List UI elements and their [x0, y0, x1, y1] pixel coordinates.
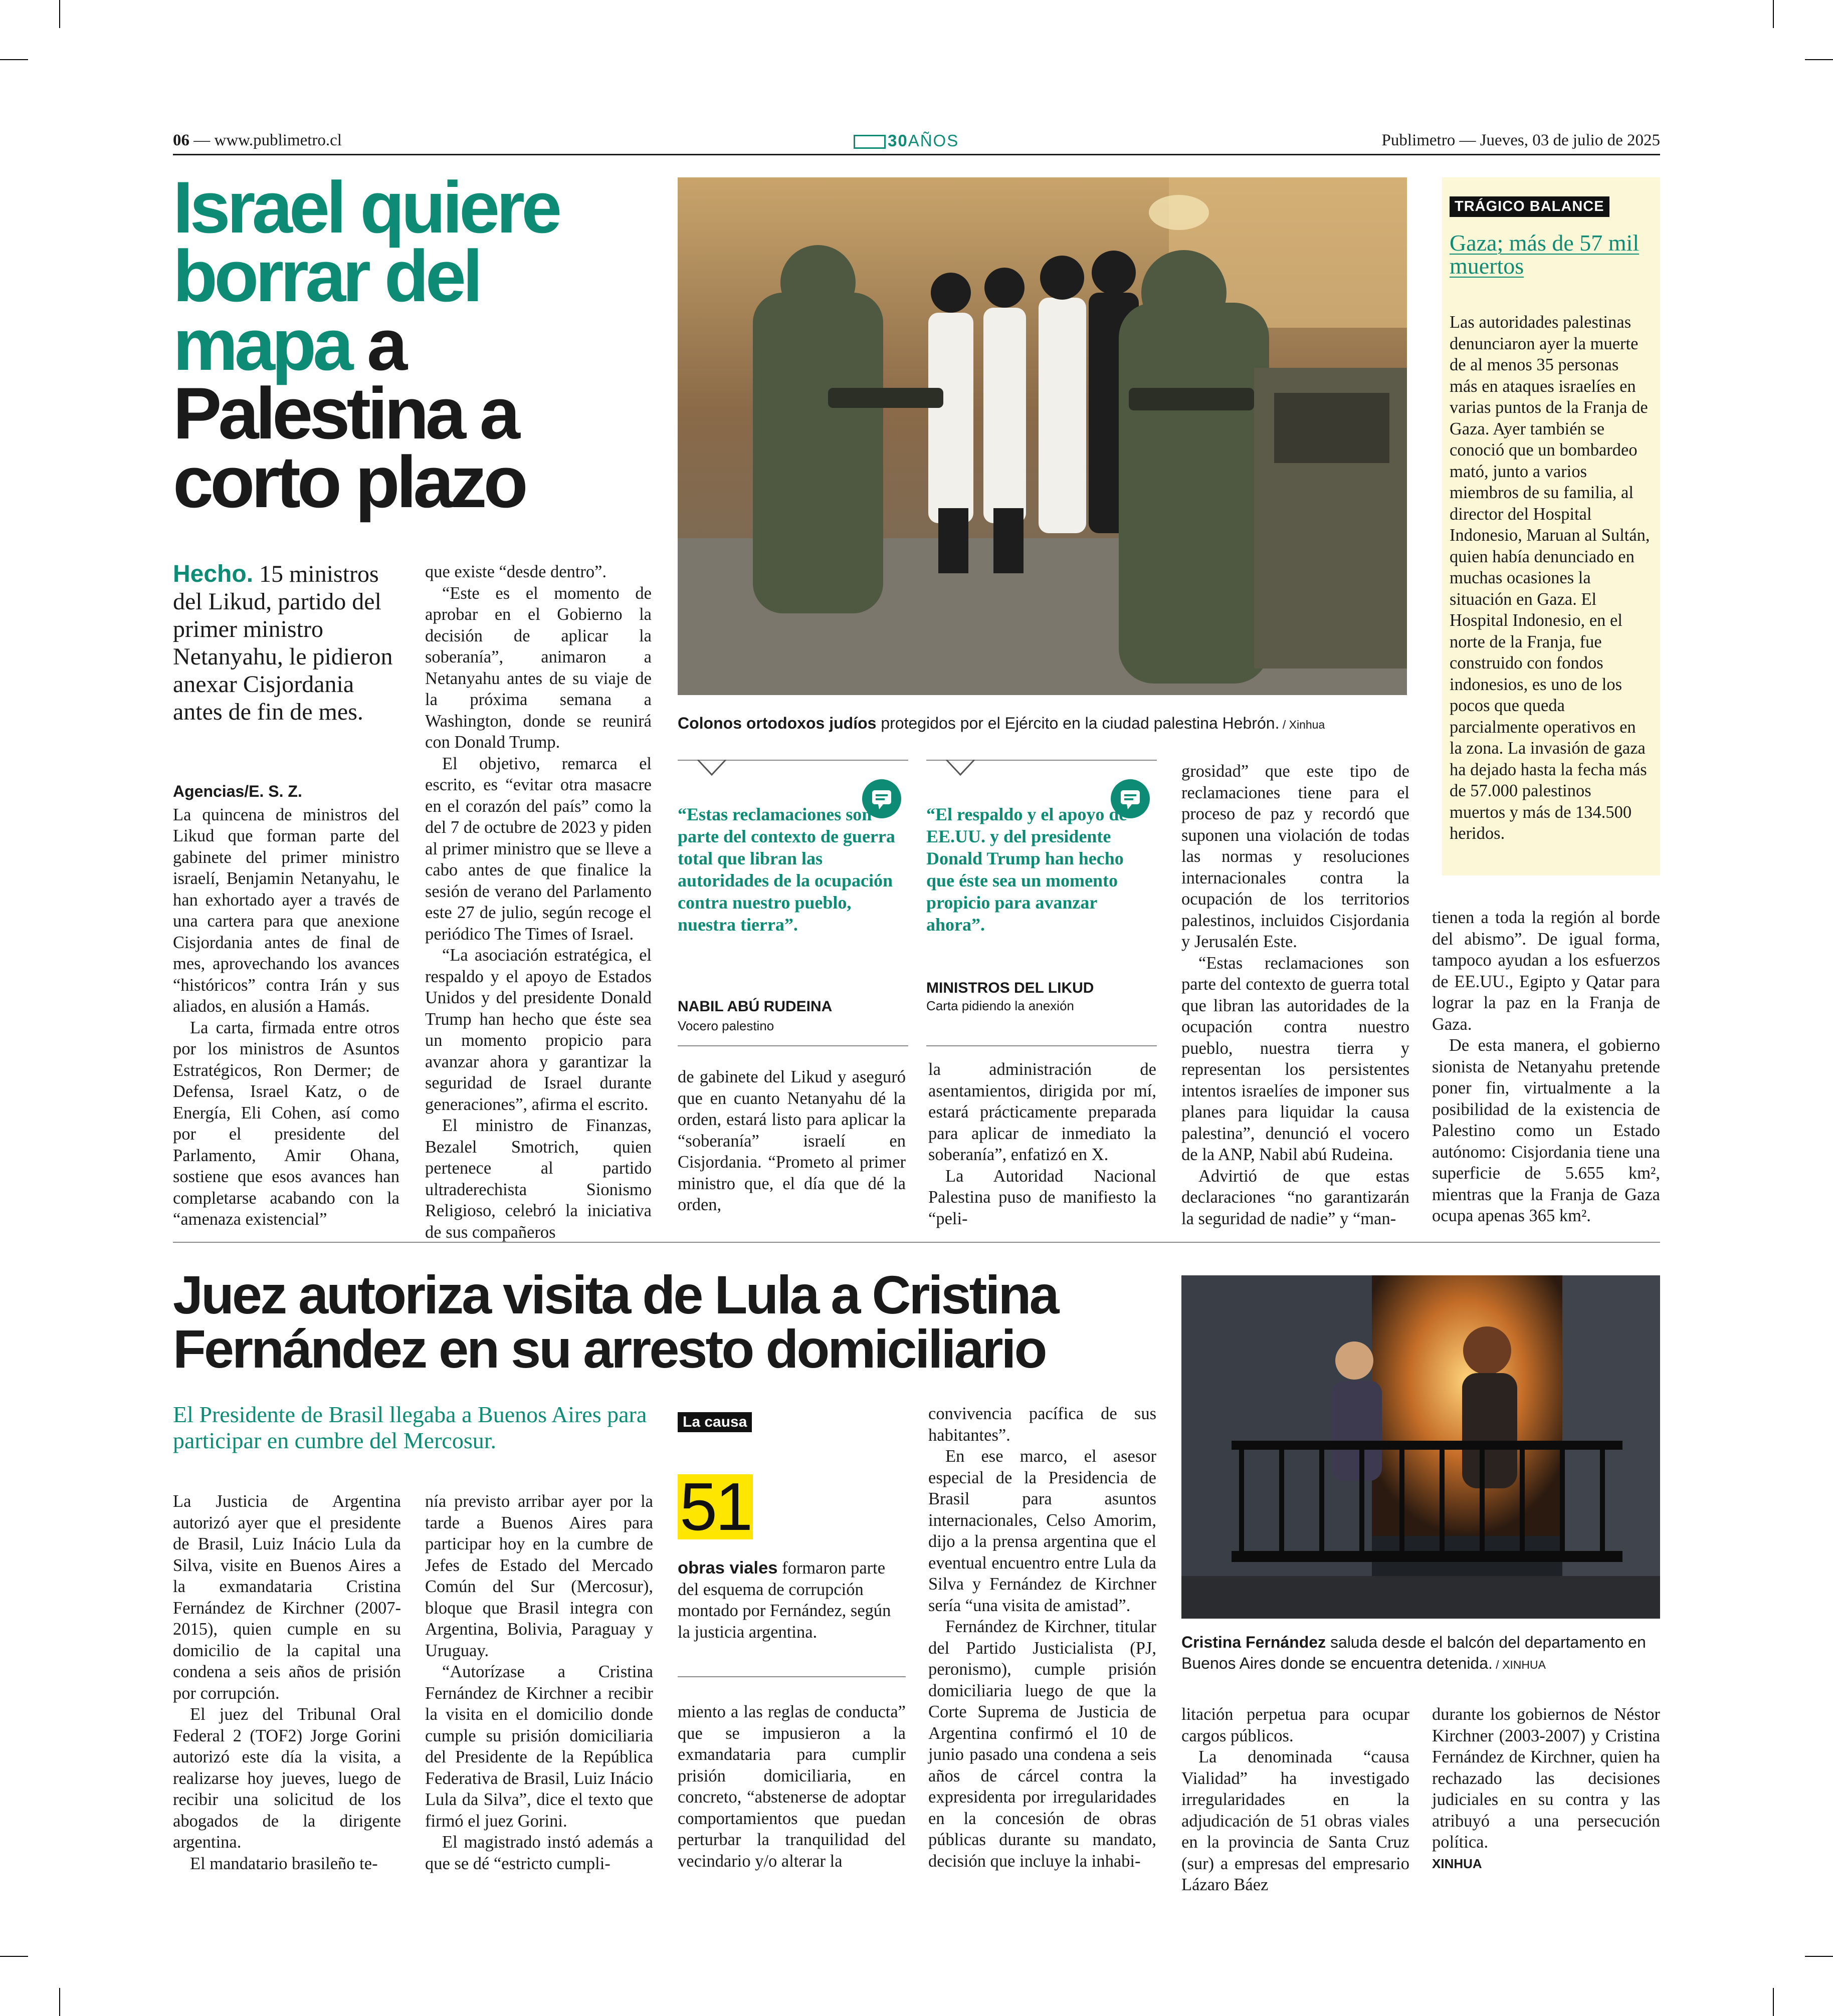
headline-line: Juez autoriza visita de Lula a Cristina	[173, 1264, 1058, 1325]
fact-box-text	[678, 1557, 906, 1643]
paragraph: “Autorízase a Cristina Fernández de Kirchner a recibir la visita en el domicilio donde cumple su prisión domiciliaria del Presidente de la República Federativa de Brasil, Luiz Inácio Lula da Silva”, dice el texto que firmó el juez Gorini.	[425, 1662, 653, 1831]
fact-box-rule	[678, 1676, 906, 1677]
paragraph: El objetivo, remarca el escrito, es “evitar otra masacre en el corazón del país” como la del 7 de octubre de 2023 y piden al primer ministro que se lleve a cabo antes de que finalice la sesión de verano del Parlamento este 27 de julio, según recoge el periódico The Times of Israel.	[425, 754, 652, 944]
crop-mark	[1805, 59, 1833, 60]
crop-mark	[59, 0, 60, 28]
quote-notch	[697, 760, 727, 777]
photo-credit: / Xinhua	[1279, 718, 1325, 731]
paragraph: litación perpetua para ocupar cargos públicos.	[1181, 1705, 1409, 1745]
article1-column-2	[425, 561, 652, 1243]
page-header-left	[173, 131, 342, 150]
fact-box-label: La causa	[678, 1412, 752, 1432]
article1-column-4	[928, 1059, 1156, 1229]
anniversary-word: AÑOS	[908, 131, 959, 150]
crop-mark	[1773, 0, 1774, 28]
photo2-caption	[1181, 1632, 1660, 1675]
sidebar-kicker: TRÁGICO BALANCE	[1450, 196, 1609, 217]
quote-1-text: “Estas reclamaciones son parte del contexto de guerra total que libran las autoridades de la ocupación contra nuestro pueblo, nuestra tierra”.	[678, 804, 895, 935]
site-url: — www.publimetro.cl	[193, 131, 342, 149]
quote-2-text: “El respaldo y el apoyo de EE.UU. y del presidente Donald Trump han hecho que éste sea un momento propicio para avanzar ahora”.	[926, 804, 1127, 935]
fact-text: formaron parte del esquema de corrupción montado por Fernández, según la justicia argentina.	[678, 1558, 891, 1642]
paragraph: Las autoridades palestinas denunciaron ayer la muerte de al menos 35 personas más en ataques israelíes en varias puntos de la Franja de Gaza. Ayer también se conoció que un bombardeo mató, junto a varios miembros de su familia, al director del Hospital Indonesio, Maruan al Sultán, quien había denunciado en muchas ocasiones la situación en Gaza. El Hospital Indonesio, en el norte de la Franja, fue construido con fondos indonesios, es uno de los pocos que queda parcialmente operativos en la zona. La invasión de gaza ha dejado hasta la fecha más de 57.000 palestinos muertos y más de 134.500 heridos.	[1450, 313, 1650, 843]
header-rule	[173, 154, 1660, 155]
paragraph: La quincena de ministros del Likud que forman parte del gabinete del primer ministro israelí, Benjamin Netanyahu, le han exhortado ayer a través de una cartera para que anexione Cisjordania antes de final de mes, aprovechando los avances “históricos” contra Irán y sus aliados, en alusión a Hamás.	[173, 805, 399, 1016]
article1-column-3	[678, 1066, 906, 1216]
page-number: 06	[173, 131, 189, 149]
byline: Agencias/E. S. Z.	[173, 782, 302, 800]
paragraph: grosidad” que este tipo de reclamaciones tiene para el proceso de paz y recordó que suponen una violación de todas las normas y resoluciones internacionales contra la ocupación de los territorios palestinos, incluidos Cisjordania y Jerusalén Este.	[1181, 762, 1409, 951]
photo1-caption	[678, 714, 1407, 733]
section-divider	[173, 1242, 1660, 1243]
article2-column-4	[928, 1403, 1156, 1872]
article2-column-6	[1432, 1704, 1660, 1874]
sidebar-body	[1450, 312, 1650, 844]
paragraph: nía previsto arribar ayer por la tarde a Buenos Aires para participar hoy en la cumbre de Jefes de Estado del Mercado Común del Sur (Mercosur), bloque que Brasil integra con Argentina, Bolivia, Paraguay y Uruguay.	[425, 1492, 653, 1660]
article2-column-5	[1181, 1704, 1409, 1896]
headline-line: mapa	[173, 304, 350, 385]
quote-notch	[945, 760, 975, 777]
paragraph: El mandatario brasileño te-	[190, 1854, 378, 1873]
caption-text: saluda desde el balcón del departamento en Buenos Aires donde se encuentra detenida.	[1181, 1633, 1646, 1672]
fact-bold: obras viales	[678, 1558, 778, 1578]
lead-text: 15 ministros del Likud, partido del primer ministro Netanyahu, le pidieron anexar Cisjordania antes de fin de mes.	[173, 561, 393, 725]
device-icons	[854, 135, 886, 149]
balcony-photo-illustration	[1181, 1275, 1660, 1619]
paragraph: El ministro de Finanzas, Bezalel Smotrich, quien pertenece al partido ultraderechista Sionismo Religioso, celebró la iniciativa de sus compañeros	[425, 1116, 652, 1242]
quote-2-name: MINISTROS DEL LIKUD	[926, 980, 1094, 996]
article2-credit: XINHUA	[1432, 1856, 1482, 1871]
anniversary-number: 30	[888, 131, 908, 150]
paragraph: “La asociación estratégica, el respaldo y el apoyo de Estados Unidos y del presidente Donald Trump han hecho que éste sea un momento propicio para avanzar ahora y garantizar la seguridad de Israel durante generaciones”, afirma el escrito.	[425, 946, 652, 1114]
paragraph: que existe “desde dentro”.	[425, 562, 607, 581]
caption-text: protegidos por el Ejército en la ciudad palestina Hebrón.	[876, 714, 1280, 732]
hebron-photo-illustration	[678, 177, 1407, 695]
paragraph: “Este es el momento de aprobar en el Gobierno la decisión de aplicar la soberanía”, animaron a Netanyahu antes de su viaje de la próxima semana a Washington, donde se reunirá con Donald Trump.	[425, 583, 652, 752]
paragraph: “Estas reclamaciones son parte del contexto de guerra total que libran las autoridades de la ocupación contra nuestro pueblo, nuestra tierra y representan los persistentes intentos israelíes de imponer sus planes para liquidar la causa palestina”, denunció el vocero de la ANP, Nabil abú Rudeina.	[1181, 953, 1410, 1164]
paragraph: El juez del Tribunal Oral Federal 2 (TOF2) Jorge Gorini autorizó este día la visita, a realizarse hoy jueves, luego de recibir una solicitud de los abogados de la dirigente argentina.	[173, 1705, 401, 1852]
paragraph: tienen a toda la región al borde del abismo”. De igual forma, tampoco ayudan a los esfuerzos de EE.UU., Egipto y Qatar para lograr la paz en la Franja de Gaza.	[1432, 908, 1660, 1034]
article1-column-5	[1181, 761, 1409, 1229]
article2-subtitle: El Presidente de Brasil llegaba a Buenos Aires para participar en cumbre del Mercosur.	[173, 1402, 647, 1453]
headline-line: Israel quiere	[173, 166, 559, 248]
headline-line: Palestina a	[173, 372, 517, 454]
article1-headline	[173, 166, 654, 523]
sidebar-title: Gaza; más de 57 mil muertos	[1450, 230, 1640, 279]
article2-headline	[173, 1264, 1155, 1379]
headline-line: a	[350, 304, 404, 385]
paragraph: La carta, firmada entre otros por los ministros de Asuntos Estratégicos, Ron Dermer; de Defensa, Israel Katz, o de Energía, Eli Cohen, así como por el presidente del Parlamento, Amir Ohana, sostiene que esos avances han completarse acabando con la “amenaza existencial”	[173, 1018, 399, 1229]
photo-credit: / XINHUA	[1492, 1658, 1546, 1671]
headline-line: borrar del	[173, 235, 480, 317]
paragraph: convivencia pacífica de sus habitantes”.	[928, 1404, 1156, 1445]
quote-2-role: Carta pidiendo la anexión	[926, 998, 1074, 1013]
paragraph: durante los gobiernos de Néstor Kirchner (2003-2007) y Cristina Fernández de Kirchner, quien ha rechazado las decisiones judiciales en su contra y las atribuyó a una persecución política.	[1432, 1705, 1660, 1852]
paragraph: En ese marco, el asesor especial de la Presidencia de Brasil para asuntos internacionales, Celso Amorim, dijo a la prensa argentina que el eventual encuentro entre Lula da Silva y Fernández de Kirchner sería “una visita de amistad”.	[928, 1447, 1156, 1615]
publication-date: Publimetro — Jueves, 03 de julio de 2025	[1381, 131, 1660, 149]
paragraph: Advirtió de que estas declaraciones “no garantizarán la seguridad de nadie” y “man-	[1181, 1166, 1409, 1228]
paragraph: miento a las reglas de conducta” que se impusieron a la exmandataria para cumplir prisión domiciliaria, en concreto, “abstenerse de adoptar comportamientos que puedan perturbar la tranquilidad del vecindario y/o alterar la	[678, 1702, 906, 1871]
crop-mark	[59, 1988, 60, 2016]
paragraph: La denominada “causa Vialidad” ha investigado irregularidades en la adjudicación de 51 obras viales en la provincia de Santa Cruz (sur) a empresas del empresario Lázaro Báez	[1181, 1747, 1409, 1894]
quote-1-role: Vocero palestino	[678, 1018, 774, 1033]
paragraph: La Justicia de Argentina autorizó ayer que el presidente de Brasil, Luiz Inácio Lula da Silva, visite en Buenos Aires a la exmandataria Cristina Fernández de Kirchner (2007-2015), quien cumple en su domicilio de la capital una condena a seis años de prisión por corrupción.	[173, 1492, 401, 1703]
paragraph: El magistrado instó además a que se dé “estricto cumpli-	[425, 1833, 653, 1873]
article1-lead	[173, 560, 393, 726]
quote-1-name: NABIL ABÚ RUDEINA	[678, 998, 833, 1015]
quote-rule	[926, 1045, 1157, 1046]
paragraph: Fernández de Kirchner, titular del Partido Justicialista (PJ, peronismo), cumple prisión domiciliaria luego de que la Corte Suprema de Justicia de Argentina confirmó el 10 de junio pasado una condena a seis años de cárcel contra la expresidenta por irregularidades en la concesión de obras públicas durante su mandato, decisión que incluye la inhabi-	[928, 1617, 1156, 1871]
paragraph: La Autoridad Nacional Palestina puso de manifiesto la “peli-	[928, 1166, 1156, 1228]
article2-column-1	[173, 1491, 401, 1874]
caption-bold: Cristina Fernández	[1181, 1633, 1326, 1651]
big-number: 51	[678, 1474, 753, 1539]
headline-line: corto plazo	[173, 441, 525, 523]
crop-mark	[1773, 1988, 1774, 2016]
article1-column-6	[1432, 907, 1660, 1227]
paragraph: de gabinete del Likud y aseguró que en cuanto Netanyahu dé la orden, estará listo para aplicar la “soberanía” israelí en Cisjordania. “Prometo al primer ministro que, el día que dé la orden,	[678, 1067, 906, 1214]
article2-column-2	[425, 1491, 653, 1874]
cristina-balcony-photo	[1181, 1275, 1660, 1619]
crop-mark	[0, 1956, 28, 1957]
caption-bold: Colonos ortodoxos judíos	[678, 714, 877, 732]
lead-label: Hecho.	[173, 561, 254, 587]
article2-column-3	[678, 1701, 906, 1872]
crop-mark	[1805, 1956, 1833, 1957]
crop-mark	[0, 59, 28, 60]
anniversary-logo	[854, 131, 959, 150]
hebron-photo	[678, 177, 1407, 695]
paragraph: De esta manera, el gobierno sionista de Netanyahu pretende poner fin, virtualmente a la posibilidad de la existencia de Palestino como un Estado autónomo: Cisjordania tiene una superficie de 5.655 km², mientras que la Franja de Gaza ocupa apenas 365 km².	[1432, 1036, 1660, 1225]
paragraph: la administración de asentamientos, dirigida por mí, estará prácticamente preparada para aplicar de inmediato la soberanía”, enfatizó en X.	[928, 1060, 1156, 1164]
quote-rule	[678, 1045, 908, 1046]
headline-line: Fernández en su arresto domiciliario	[173, 1318, 1046, 1379]
article1-column-1	[173, 781, 399, 1230]
